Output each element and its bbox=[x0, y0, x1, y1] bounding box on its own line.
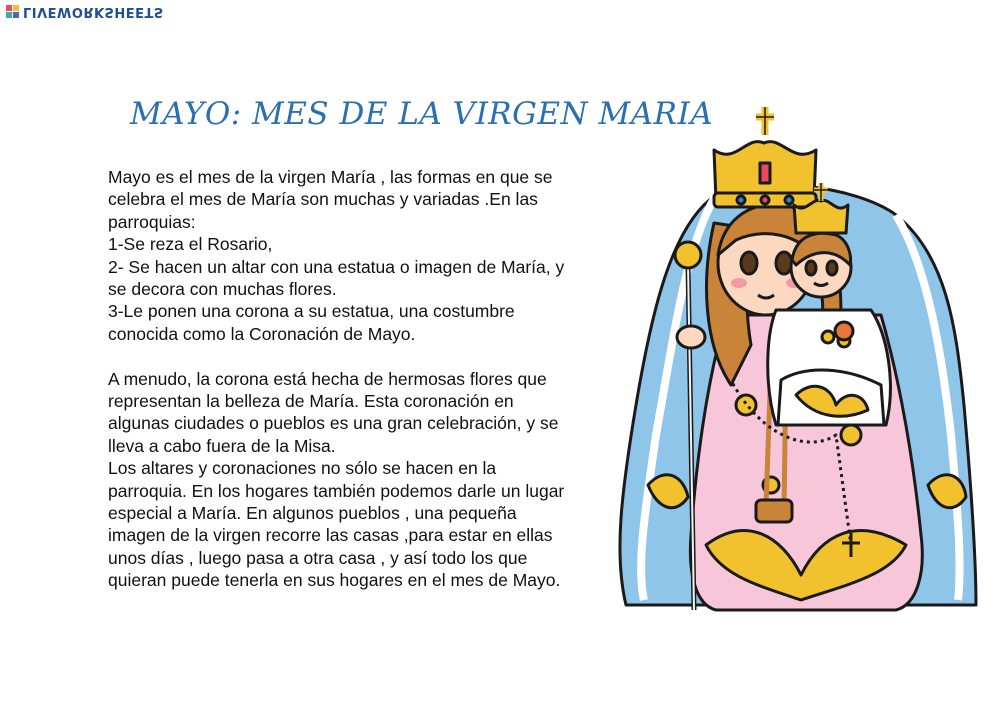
body-line: 2- Se hacen un altar con una estatua o imagen de María, y bbox=[108, 256, 565, 277]
liveworksheets-logo-icon bbox=[6, 5, 19, 18]
body-line: unos días , luego pasa a otra casa , y así todo los que bbox=[108, 547, 528, 568]
body-line: Los altares y coronaciones no sólo se hacen en la bbox=[108, 458, 497, 479]
body-line: lleva a cabo fuera de la Misa. bbox=[108, 435, 336, 456]
body-text bbox=[108, 166, 608, 592]
body-line: 3-Le ponen una corona a su estatua, una costumbre bbox=[108, 301, 515, 322]
body-line: celebra el mes de María son muchas y variadas .En las bbox=[108, 189, 538, 210]
body-line: especial a María. En algunos pueblos , una pequeña bbox=[108, 503, 517, 524]
logo-text: LIVEWORKSHEETS bbox=[23, 3, 164, 19]
body-line: Mayo es el mes de la virgen María , las formas en que se bbox=[108, 167, 553, 187]
liveworksheets-logo bbox=[6, 2, 164, 20]
body-line: imagen de la virgen recorre las casas ,para estar en ellas bbox=[108, 525, 553, 546]
body-line: se decora con muchas flores. bbox=[108, 279, 337, 300]
body-line: A menudo, la corona está hecha de hermosas flores que bbox=[108, 368, 547, 389]
body-line: algunas ciudades o pueblos es una gran celebración, y se bbox=[108, 413, 559, 434]
body-line: 1-Se reza el Rosario, bbox=[108, 234, 273, 255]
body-line: representan la belleza de María. Esta coronación en bbox=[108, 391, 514, 412]
virgin-mary-with-child-illustration bbox=[596, 105, 996, 630]
paragraph-gap bbox=[108, 345, 608, 367]
body-line: conocida como la Coronación de Mayo. bbox=[108, 323, 416, 344]
body-line: quieran puede tenerla en sus hogares en el mes de Mayo. bbox=[108, 570, 561, 591]
page-title: MAYO: MES DE LA VIRGEN MARIA bbox=[130, 96, 714, 132]
body-line: parroquias: bbox=[108, 211, 196, 232]
body-line: parroquia. En los hogares también podemos darle un lugar bbox=[108, 480, 565, 501]
